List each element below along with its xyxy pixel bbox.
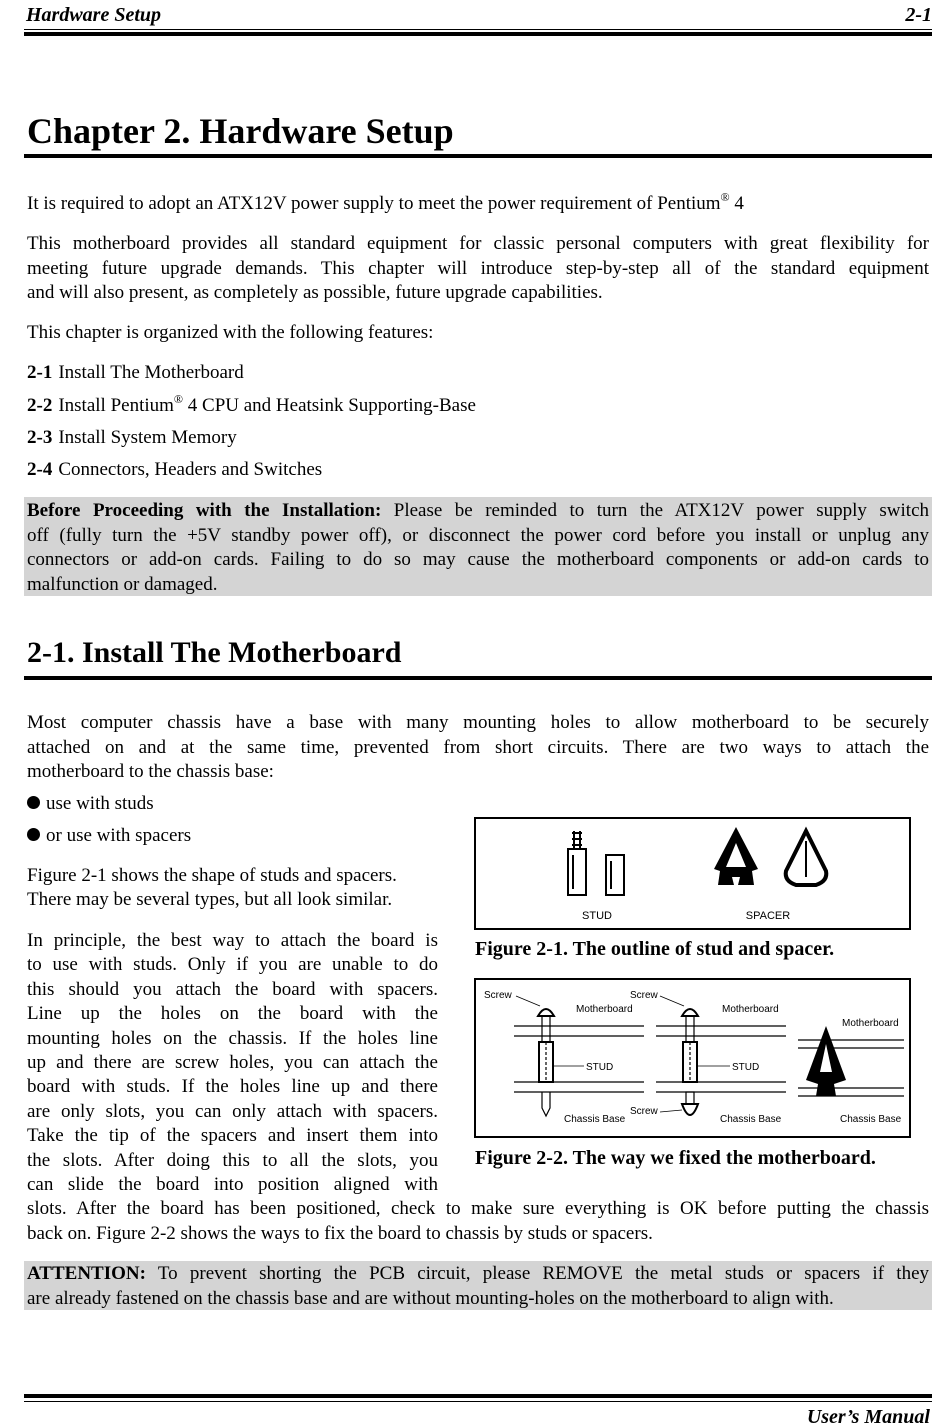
section-title-rule [24, 676, 932, 680]
bullet-item [27, 792, 154, 816]
screw-label: Screw [630, 990, 658, 1001]
intro-paragraph-1 [27, 192, 929, 217]
page-number: 2-1 [905, 4, 932, 26]
stud-icon [568, 831, 624, 895]
registered-mark: ® [173, 392, 184, 406]
stud-label: STUD [586, 1062, 614, 1073]
chassis-base-label: Chassis Base [840, 1114, 902, 1125]
screw-label: Screw [630, 1106, 658, 1117]
principle-line: to use with studs. Only if you are unable to do [27, 954, 438, 976]
spacer-label: SPACER [745, 910, 791, 922]
chapter-title: Chapter 2. Hardware Setup [27, 111, 454, 151]
header-rule-thin [24, 29, 932, 30]
note-line: off (fully turn the +5V standby power off), or disconnect the power cord before you install or unplug any [27, 524, 929, 546]
attention-line: are already fastened on the chassis base and are without mounting-holes on the motherboard to align with. [27, 1287, 834, 1309]
stud-spacer-illustration [476, 819, 909, 928]
spacer-mount [798, 1026, 904, 1096]
principle-line: board with studs. If the holes line up and there [27, 1076, 438, 1098]
chassis-base-label: Chassis Base [720, 1114, 782, 1125]
feature-number: 2-3 [27, 427, 53, 448]
feature-number: 2-1 [27, 362, 53, 383]
stud-mount-1 [514, 1009, 644, 1116]
intro-p1-tail: 4 [729, 193, 744, 214]
bullet-dot-icon [27, 796, 40, 809]
figure-2-1-caption: Figure 2-1. The outline of stud and spacer. [475, 938, 835, 960]
section-title: 2-1. Install The Motherboard [27, 636, 402, 669]
principle-line: this should you attach the board with spacers. [27, 978, 438, 1000]
intro-p2-line: meeting future upgrade demands. This chapter will introduce step-by-step all of the standard equipment [27, 257, 929, 279]
principle-line: the slots. After doing this to all the slots, you [27, 1149, 438, 1171]
footer-text: User’s Manual [806, 1406, 930, 1425]
principle-line: Take the tip of the spacers and insert them into [27, 1125, 438, 1147]
feature-text: Install System Memory [58, 427, 237, 448]
section-intro [27, 711, 929, 785]
chapter-title-rule [24, 154, 932, 158]
header-rule-thick [24, 32, 932, 36]
principle-line: up and there are screw holes, you can attach the [27, 1052, 438, 1074]
figure-2-2-caption: Figure 2-2. The way we fixed the motherboard. [475, 1147, 876, 1169]
spacer-icon [714, 827, 826, 885]
principle-line: In principle, the best way to attach the board is [27, 930, 438, 951]
bullet-item [27, 824, 191, 848]
note-line: Please be reminded to turn the ATX12V power supply switch [381, 500, 929, 521]
stud-label: STUD [582, 910, 612, 922]
principle-line: Line up the holes on the board with the [27, 1003, 438, 1025]
feature-item [27, 426, 237, 450]
motherboard-label: Motherboard [576, 1004, 633, 1015]
feature-text: Install The Motherboard [58, 362, 244, 383]
bullet-dot-icon [27, 828, 40, 841]
principle-paragraph-continued [27, 1197, 929, 1246]
feature-item [27, 361, 244, 385]
before-proceeding-note [27, 499, 929, 597]
bullet-text: or use with spacers [46, 825, 192, 846]
header-title: Hardware Setup [26, 4, 162, 26]
principle-line: back on. Figure 2-2 shows the ways to fix the board to chassis by studs or spacers. [27, 1222, 653, 1244]
registered-mark: ® [720, 190, 730, 204]
footer-rule-thin [24, 1401, 932, 1402]
feature-text: Install Pentium [58, 395, 174, 416]
section-intro-line: Most computer chassis have a base with many mounting holes to allow motherboard to be securely [27, 712, 929, 733]
attention-line: To prevent shorting the PCB circuit, please REMOVE the metal studs or spacers if they [145, 1263, 929, 1284]
principle-line: are only slots, you can only attach with spacers. [27, 1100, 438, 1122]
feature-item [27, 458, 322, 482]
chassis-base-label: Chassis Base [564, 1114, 626, 1125]
figure-2-1-box [474, 817, 911, 930]
intro-p2-line: and will also present, as completely as possible, future upgrade capabilities. [27, 282, 603, 303]
attention-bold-label: ATTENTION: [27, 1263, 146, 1284]
figure-intro-text [27, 864, 447, 913]
footer-rule-thick [24, 1394, 932, 1398]
principle-line: slots. After the board has been positioned, check to make sure everything is OK before putting the chassis [27, 1198, 929, 1219]
attention-note [27, 1262, 929, 1311]
intro-p1-text: It is required to adopt an ATX12V power supply to meet the power requirement of Pentium [27, 193, 721, 214]
screw-label: Screw [484, 990, 512, 1001]
fig-intro-line: There may be several types, but all look similar. [27, 889, 393, 911]
principle-line: can slide the board into position aligned with [27, 1174, 438, 1196]
section-intro-line: motherboard to the chassis base: [27, 761, 274, 782]
note-line: malfunction or damaged. [27, 573, 218, 595]
feature-item [27, 394, 476, 418]
principle-line: mounting holes on the chassis. If the holes line [27, 1027, 438, 1049]
section-intro-line: attached on and at the same time, prevented from short circuits. There are two ways to attach the [27, 736, 929, 758]
stud-label: STUD [732, 1062, 760, 1073]
stud-mount-2 [656, 1009, 786, 1115]
feature-number: 2-2 [27, 395, 53, 416]
motherboard-label: Motherboard [722, 1004, 779, 1015]
feature-text: Connectors, Headers and Switches [58, 459, 323, 480]
running-header [24, 4, 932, 28]
mounting-illustration [476, 980, 909, 1136]
bullet-text: use with studs [46, 793, 154, 814]
principle-paragraph [27, 929, 438, 1197]
motherboard-label: Motherboard [842, 1018, 899, 1029]
fig-intro-line: Figure 2-1 shows the shape of studs and spacers. [27, 865, 397, 886]
feature-number: 2-4 [27, 459, 53, 480]
feature-text-tail: 4 CPU and Heatsink Supporting-Base [183, 395, 476, 416]
intro-paragraph-2 [27, 232, 929, 306]
note-bold-label: Before Proceeding with the Installation: [27, 500, 382, 521]
intro-p2-line: This motherboard provides all standard equipment for classic personal computers with great flexibility for [27, 233, 929, 254]
note-line: connectors or add-on cards. Failing to do so may cause the motherboard components or add-on cards to [27, 549, 929, 570]
intro-paragraph-3: This chapter is organized with the following features: [27, 322, 434, 343]
figure-2-2-box [474, 978, 911, 1138]
